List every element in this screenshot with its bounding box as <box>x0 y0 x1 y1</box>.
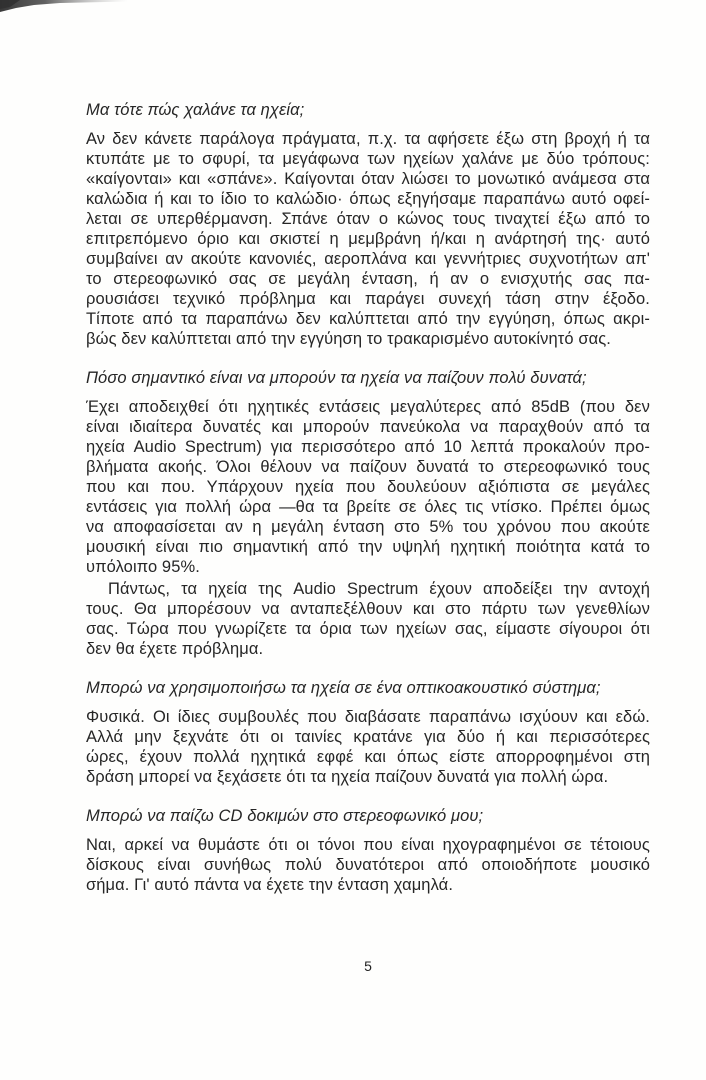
paragraph <box>86 707 650 787</box>
paragraph <box>86 397 650 577</box>
page-number: 5 <box>364 958 372 974</box>
text-line: εντάσεις για πολλή ώρα —θα τα βρείτε σε όλες τις ντίσκο. Πρέπει όμως <box>86 498 650 516</box>
text-line: βλήματα ακοής. Όλοι θέλουν να παίζουν δυνατά το στερεοφωνικό τους <box>86 458 650 476</box>
text-line: να αποφασίσεται αν η μεγάλη ένταση στο 5% του χρόνου που ακούτε <box>86 518 650 536</box>
text-line: ρουσιάσει τεχνικό πρόβλημα και παράγει συνεχή τάση στην έξοδο. <box>86 290 650 308</box>
text-line: δράση μπορεί να ξεχάσετε ότι τα ηχεία παίζουν δυνατά για πολλή ώρα. <box>86 768 609 786</box>
text-line: μουσική είναι πιο σημαντική από την υψηλή ηχητική ποιότητα κατά το <box>86 538 650 556</box>
text-line: κτυπάτε με το σφυρί, τα μεγάφωνα των ηχείων χαλάνε με δύο τρόπους: <box>86 150 650 168</box>
text-line: που και που. Υπάρχουν ηχεία που δουλεύουν αξιόπιστα σε μεγάλες <box>86 478 650 496</box>
question-heading: Μπορώ να χρησιμοποιήσω τα ηχεία σε ένα οπτικοακουστικό σύστημα; <box>86 679 601 697</box>
text-line: τους. Θα μπορέσουν να ανταπεξέλθουν και στο πάρτυ των γενεθλίων <box>86 600 650 618</box>
document-body <box>86 100 650 897</box>
question-heading: Πόσο σημαντικό είναι να μπορούν τα ηχεία να παίζουν πολύ δυνατά; <box>86 369 587 387</box>
text-line: δίσκους είναι συνήθως πολύ δυνατότεροι από οποιοδήποτε μουσικό <box>86 856 650 874</box>
text-line: σήμα. Γι' αυτό πάντα να έχετε την ένταση χαμηλά. <box>86 876 454 894</box>
text-line: Ναι, αρκεί να θυμάστε ότι οι τόνοι που είναι ηχογραφημένοι σε τέτοιους <box>86 836 650 854</box>
text-line: συμβαίνει αν ακούτε κανονιές, αεροπλάνα και γεννήτριες συχνοτήτων απ' <box>86 250 650 268</box>
text-line: είναι ιδιαίτερα δυνατές και μπορούν πανεύκολα να παραχθούν από τα <box>86 418 650 436</box>
text-line: το στερεοφωνικό σας σε μεγάλη ένταση, ή αν ο ενισχυτής σας πα- <box>86 270 650 288</box>
text-line: Πάντως, τα ηχεία της Audio Spectrum έχουν αποδείξει την αντοχή <box>108 580 650 598</box>
text-line: επιτρεπόμενο όριο και σκιστεί η μεμβράνη ή/και η ανάρτησή της· αυτό <box>86 230 650 248</box>
text-line: σας. Τώρα που γνωρίζετε τα όρια των ηχείων σας, είμαστε σίγουροι ότι <box>86 620 650 638</box>
text-line: Τίποτε από τα παραπάνω δεν καλύπτεται από την εγγύηση, όπως ακρι- <box>86 310 650 328</box>
paragraph <box>86 129 650 349</box>
text-line: ώρες, έχουν πολλά ηχητικά εφφέ και όπως είστε απορροφημένοι στη <box>86 748 650 766</box>
text-line: υπόλοιπο 95%. <box>86 558 200 576</box>
text-line: δεν θα έχετε πρόβλημα. <box>86 640 264 658</box>
text-line: λεται σε υπερθέρμανση. Σπάνε όταν ο κώνος τους τιναχτεί έξω από το <box>86 210 650 228</box>
text-line: καλώδια ή και το ίδιο το καλώδιο· όπως εξηγήσαμε παραπάνω αυτό οφεί- <box>86 190 650 208</box>
paragraph <box>86 579 650 659</box>
text-line: «καίγονται» και «σπάνε». Καίγονται όταν λιώσει το μονωτικό ανάμεσα στα <box>86 170 650 188</box>
text-line: Έχει αποδειχθεί ότι ηχητικές εντάσεις μεγαλύτερες από 85dB (που δεν <box>86 398 650 416</box>
text-line: Αλλά μην ξεχνάτε ότι οι ταινίες κρατάνε για δύο ή και περισσότερες <box>86 728 650 746</box>
text-line: βώς δεν καλύπτεται από την εγγύηση το τρακαρισμένο αυτοκίνητό σας. <box>86 330 611 348</box>
paragraph <box>86 835 650 895</box>
question-heading: Μπορώ να παίζω CD δοκιμών στο στερεοφωνικό μου; <box>86 807 484 825</box>
scan-smudge-mark <box>0 0 130 18</box>
text-line: Αν δεν κάνετε παράλογα πράγματα, π.χ. τα αφήσετε έξω στη βροχή ή τα <box>86 130 650 148</box>
text-line: Φυσικά. Οι ίδιες συμβουλές που διαβάσατε παραπάνω ισχύουν και εδώ. <box>86 708 650 726</box>
text-line: ηχεία Audio Spectrum) για περισσότερο από 10 λεπτά προκαλούν προ- <box>86 438 650 456</box>
question-heading: Μα τότε πώς χαλάνε τα ηχεία; <box>86 101 305 119</box>
